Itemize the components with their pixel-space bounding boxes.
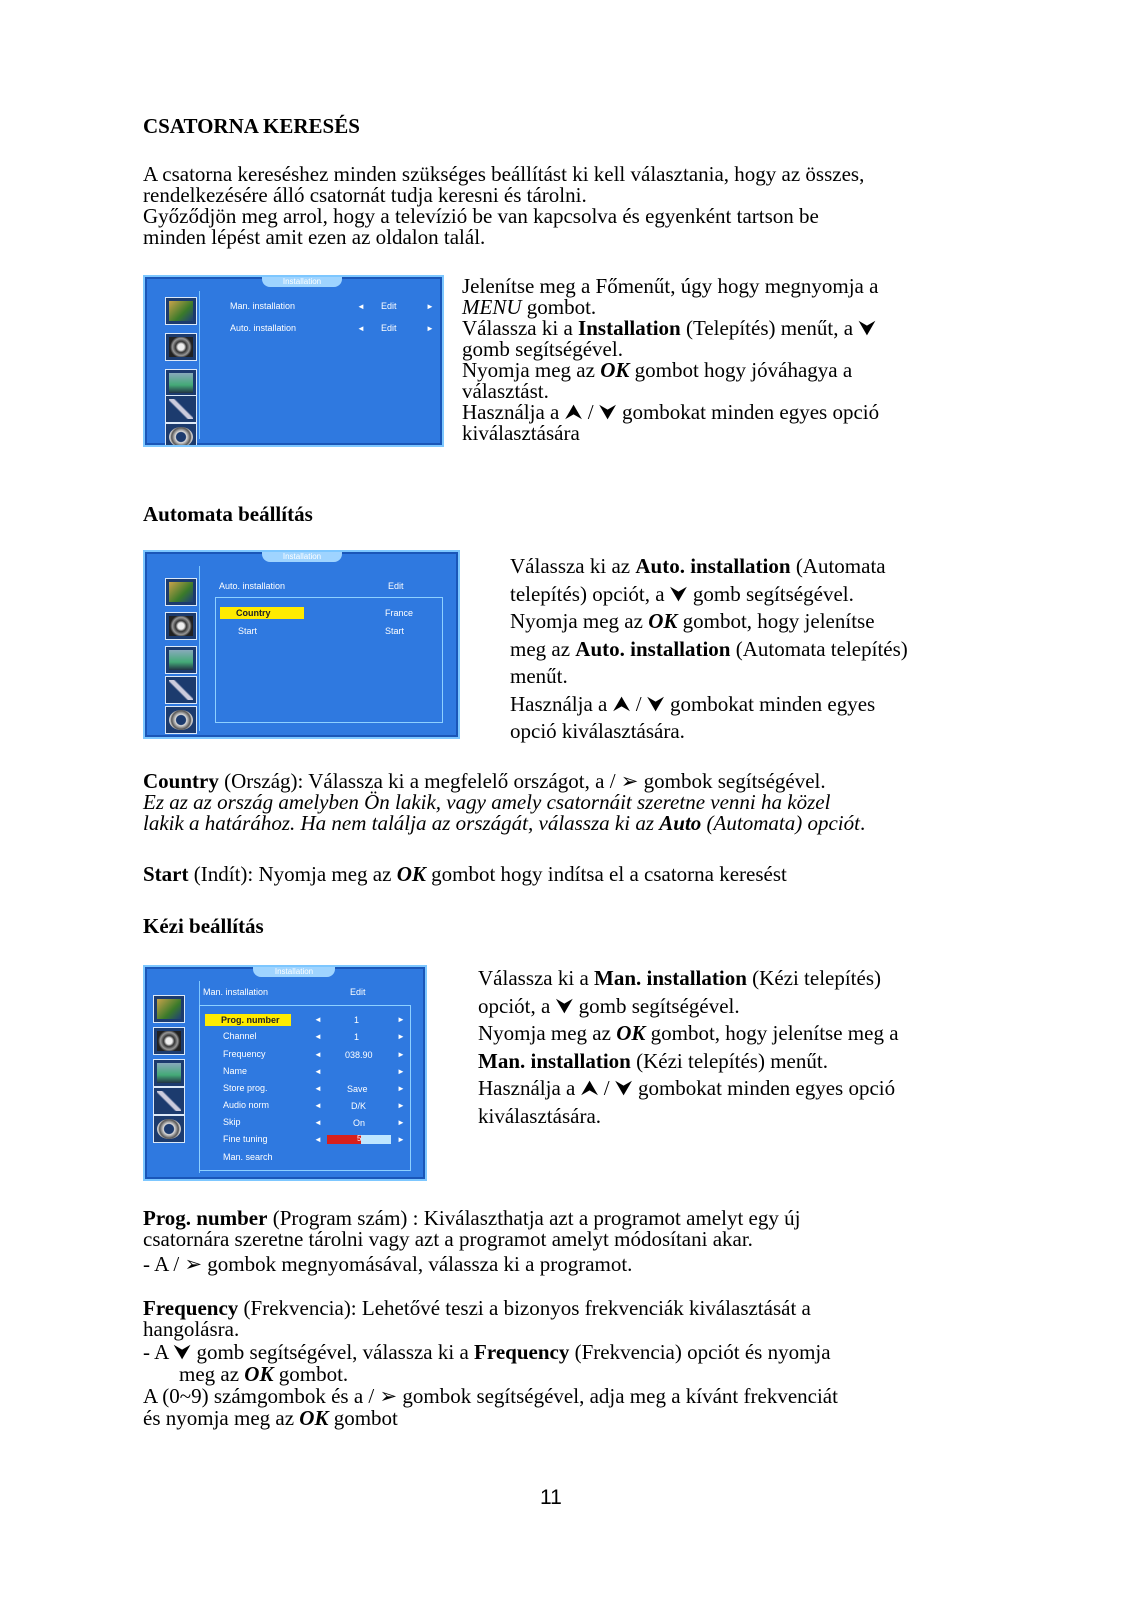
country-value: France	[385, 608, 414, 618]
down-arrow-icon: ⮟	[614, 1076, 633, 1100]
tools-icon	[153, 1087, 185, 1115]
page-number: 11	[540, 1486, 562, 1509]
text: gomb segítségével.	[687, 581, 854, 606]
fine-tuning-fill	[327, 1135, 361, 1144]
text: Válassza ki a	[462, 316, 579, 340]
text: (Telepítés) menűt, a	[680, 316, 859, 340]
fine-tuning-bar[interactable]	[327, 1135, 391, 1144]
installation-instructions	[462, 276, 879, 444]
right-arrow-icon[interactable]: ►	[397, 1118, 405, 1127]
text: gombokat minden egyes	[664, 691, 876, 716]
tv-icon	[165, 369, 197, 397]
text: gomb segítségével.	[462, 337, 623, 361]
right-arrow-icon[interactable]: ►	[397, 1015, 405, 1024]
settings-icon	[165, 706, 197, 734]
frequency-paragraph	[143, 1298, 838, 1430]
section-heading-manual: Kézi beállítás	[143, 914, 264, 938]
frequency-term: Frequency	[143, 1296, 239, 1320]
submenu-title: Man. installation	[203, 987, 269, 997]
fine-tuning-value: 5	[357, 1134, 362, 1143]
ok-key: OK	[299, 1406, 329, 1430]
text: gombokat minden egyes opció	[616, 400, 880, 424]
text: Használja a	[478, 1076, 581, 1100]
menu-icon-column	[151, 566, 200, 731]
text: A (0~9) számgombok és a /	[143, 1384, 380, 1408]
text: (Automata	[790, 554, 886, 578]
text: Nyomja meg az	[510, 609, 649, 633]
ok-key: OK	[600, 358, 630, 382]
down-arrow-icon: ⮟	[669, 581, 688, 606]
start-term: Start	[143, 862, 189, 886]
ok-key: OK	[648, 609, 678, 633]
text: Válassza ki az	[510, 554, 636, 578]
speaker-icon	[153, 1027, 185, 1055]
menu-row-value: D/K	[351, 1101, 367, 1111]
speaker-icon	[165, 612, 197, 640]
text: .	[859, 811, 866, 835]
submenu-title: Auto. installation	[219, 581, 286, 591]
text: gombokat minden egyes opció	[632, 1076, 896, 1100]
right-arrow-icon: ➢	[379, 1384, 398, 1408]
ok-key: OK	[244, 1362, 274, 1386]
text: lakik a határához. Ha nem találja az országát, válassza ki az	[143, 811, 660, 835]
prog-number-option-selected[interactable]: Prog. number	[205, 1014, 291, 1026]
country-term: Country	[143, 769, 219, 793]
auto-installation-term: Auto. installation	[575, 636, 731, 661]
left-arrow-icon[interactable]: ◄	[314, 1015, 322, 1024]
text: - A /	[143, 1252, 185, 1276]
text: gombok segítségével.	[638, 769, 826, 793]
menu-key: MENU	[462, 295, 522, 319]
text: gombot	[328, 1406, 398, 1430]
tv-icon	[165, 646, 197, 674]
down-arrow-icon: ⮟	[646, 691, 665, 716]
up-arrow-icon: ⮝	[580, 1076, 599, 1100]
menu-row-label[interactable]: Store prog.	[223, 1083, 268, 1093]
text: gombot, hogy jelenítse	[677, 609, 875, 633]
page-title: CSATORNA KERESÉS	[143, 114, 360, 138]
country-paragraph	[143, 771, 865, 834]
man-installation-term: Man. installation	[594, 966, 747, 990]
menu-row-label[interactable]: Fine tuning	[223, 1134, 268, 1144]
right-arrow-icon[interactable]: ►	[397, 1067, 405, 1076]
picture-icon	[165, 578, 197, 606]
text: (Kézi telepítés)	[746, 966, 882, 990]
start-paragraph	[143, 864, 787, 885]
menu-row-label[interactable]: Man. search	[223, 1152, 273, 1162]
text: hangolásra.	[143, 1317, 240, 1341]
down-arrow-icon: ⮟	[173, 1340, 192, 1364]
text: Használja a	[510, 691, 613, 716]
right-arrow-icon[interactable]: ►	[426, 324, 434, 333]
intro-line: minden lépést amit ezen az oldalon talál.	[143, 225, 486, 249]
ok-key: OK	[616, 1021, 646, 1045]
text: gombok megnyomásával, válassza ki a programot.	[202, 1252, 633, 1276]
text: menűt.	[510, 664, 568, 688]
manual-installation-instructions	[478, 965, 899, 1130]
menu-tab: Installation	[253, 967, 335, 977]
right-arrow-icon[interactable]: ►	[397, 1101, 405, 1110]
section-heading-auto: Automata beállítás	[143, 502, 313, 526]
menu-row-value: 1	[354, 1032, 360, 1042]
menu-tab: Installation	[262, 277, 342, 287]
tools-icon	[165, 676, 197, 704]
prog-number-term: Prog. number	[143, 1206, 268, 1230]
down-arrow-icon: ⮟	[858, 316, 877, 340]
menu-icon-column	[151, 981, 200, 1173]
left-arrow-icon[interactable]: ◄	[314, 1101, 322, 1110]
text: és nyomja meg az	[143, 1406, 300, 1430]
frequency-term: Frequency	[474, 1340, 570, 1364]
auto-installation-screenshot	[143, 550, 460, 739]
country-option-selected[interactable]: Country	[220, 607, 304, 619]
left-arrow-icon[interactable]: ◄	[357, 324, 365, 333]
settings-icon	[153, 1115, 185, 1143]
up-arrow-icon: ⮝	[612, 691, 631, 716]
auto-term: Auto	[659, 811, 702, 835]
text: gombot.	[521, 295, 597, 319]
menu-row-value: Edit	[381, 323, 397, 333]
text: gombot, hogy jelenítse meg a	[645, 1021, 899, 1045]
text: Nyomja meg az	[478, 1021, 617, 1045]
installation-term: Installation	[578, 316, 681, 340]
auto-installation-instructions	[510, 553, 908, 746]
menu-row-label[interactable]: Channel	[223, 1031, 257, 1041]
text: (Indít): Nyomja meg az	[188, 862, 397, 886]
intro-line: rendelkezésére álló csatornát tudja keresni és tárolni.	[143, 183, 587, 207]
text: (Frekvencia) opciót és nyomja	[569, 1340, 831, 1364]
menu-row-value: Save	[347, 1084, 368, 1094]
text: /	[630, 691, 647, 716]
menu-row-value: 1	[354, 1015, 360, 1025]
intro-line: Győződjön meg arrol, hogy a televízió be van kapcsolva és egyenként tartson be	[143, 204, 819, 228]
settings-icon	[165, 423, 197, 447]
left-arrow-icon[interactable]: ◄	[357, 302, 365, 311]
text: meg az	[179, 1362, 245, 1386]
text: Jelenítse meg a Főmenűt, úgy hogy megnyomja a	[462, 274, 879, 298]
text: Használja a	[462, 400, 565, 424]
menu-row-label[interactable]: Man. installation	[230, 301, 296, 311]
text: - A	[143, 1340, 174, 1364]
text: meg az	[510, 636, 576, 661]
text: gomb segítségével.	[573, 993, 740, 1018]
text: (Program szám) : Kiválaszthatja azt a programot amelyt egy új	[267, 1206, 801, 1230]
text: Ez az az ország amelyben Ön lakik, vagy amely csatornáit szeretne venni ha közel	[143, 790, 831, 814]
start-option[interactable]: Start	[238, 626, 258, 636]
menu-row-value: On	[353, 1118, 366, 1128]
tv-icon	[153, 1059, 185, 1087]
manual-installation-screenshot	[143, 965, 427, 1181]
left-arrow-icon[interactable]: ◄	[314, 1118, 322, 1127]
down-arrow-icon: ⮟	[555, 993, 574, 1018]
picture-icon	[165, 297, 197, 325]
right-arrow-icon[interactable]: ►	[397, 1135, 405, 1144]
start-value: Start	[385, 626, 405, 636]
text: Nyomja meg az	[462, 358, 601, 382]
text: gombot hogy indítsa el a csatorna keresést	[425, 862, 787, 886]
menu-row-label[interactable]: Frequency	[223, 1049, 266, 1059]
text: (Automata) opciót	[701, 811, 860, 835]
text: kiválasztására	[462, 421, 580, 445]
menu-row-label[interactable]: Auto. installation	[230, 323, 297, 333]
man-installation-term: Man. installation	[478, 1048, 631, 1073]
installation-menu-screenshot	[143, 275, 444, 447]
left-arrow-icon[interactable]: ◄	[314, 1135, 322, 1144]
right-arrow-icon[interactable]: ►	[397, 1050, 405, 1059]
speaker-icon	[165, 333, 197, 361]
text: kiválasztására.	[478, 1103, 602, 1128]
right-arrow-icon[interactable]: ►	[426, 302, 434, 311]
menu-row-value: Edit	[381, 301, 397, 311]
left-arrow-icon[interactable]: ◄	[314, 1032, 322, 1041]
text: Válassza ki a	[478, 966, 595, 990]
text: gombot.	[273, 1362, 349, 1386]
tools-icon	[165, 395, 197, 423]
text: opciót, a	[478, 993, 556, 1018]
text: (Frekvencia): Lehetővé teszi a bizonyos frekvenciák kiválasztását a	[238, 1296, 811, 1320]
intro-line: A csatorna kereséshez minden szükséges beállítást ki kell választania, hogy az összes,	[143, 162, 865, 186]
menu-row-label[interactable]: Audio norm	[223, 1100, 270, 1110]
text: (Automata telepítés)	[730, 636, 908, 661]
picture-icon	[153, 995, 185, 1023]
text: (Kézi telepítés) menűt.	[630, 1048, 828, 1073]
submenu-value: Edit	[350, 987, 366, 997]
menu-icon-column	[151, 291, 200, 439]
right-arrow-icon[interactable]: ►	[397, 1084, 405, 1093]
text: gomb segítségével, válassza ki a	[191, 1340, 475, 1364]
right-arrow-icon: ➢	[620, 769, 639, 793]
submenu-value: Edit	[388, 581, 404, 591]
left-arrow-icon[interactable]: ◄	[314, 1084, 322, 1093]
down-arrow-icon: ⮟	[598, 400, 617, 424]
text: opció kiválasztására.	[510, 719, 685, 743]
text: /	[598, 1076, 615, 1100]
text: gombok segítségével, adja meg a kívánt frekvenciát	[397, 1384, 838, 1408]
intro-paragraph	[143, 164, 864, 248]
menu-row-value: 038.90	[345, 1050, 373, 1060]
left-arrow-icon[interactable]: ◄	[314, 1067, 322, 1076]
text: /	[582, 400, 599, 424]
menu-tab: Installation	[262, 552, 342, 562]
prog-number-paragraph	[143, 1208, 800, 1275]
text: választást.	[462, 379, 549, 403]
text: gombot hogy jóváhagya a	[629, 358, 853, 382]
auto-installation-term: Auto. installation	[635, 554, 791, 578]
right-arrow-icon[interactable]: ►	[397, 1032, 405, 1041]
text: (Ország): Válassza ki a megfelelő országot, a /	[218, 769, 621, 793]
right-arrow-icon: ➢	[184, 1252, 203, 1276]
text: telepítés) opciót, a	[510, 581, 670, 606]
text: csatornára szeretne tárolni vagy azt a programot amelyt módosítani akar.	[143, 1227, 753, 1251]
ok-key: OK	[396, 862, 426, 886]
up-arrow-icon: ⮝	[564, 400, 583, 424]
left-arrow-icon[interactable]: ◄	[314, 1050, 322, 1059]
menu-row-label[interactable]: Name	[223, 1066, 248, 1076]
menu-row-label[interactable]: Skip	[223, 1117, 241, 1127]
